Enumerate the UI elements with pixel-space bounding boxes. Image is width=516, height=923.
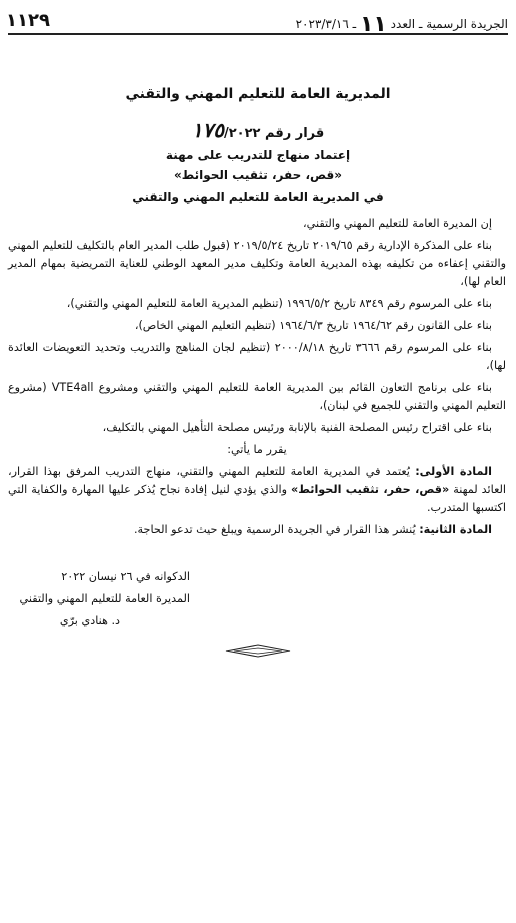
page-header [6, 8, 508, 37]
decision-number: ١٧٥ [191, 118, 224, 142]
separator-ornament-icon [224, 644, 292, 658]
decision-year: /٢٠٢٢ [223, 126, 261, 141]
preamble-paragraph: بناء على المذكرة الإدارية رقم ٢٠١٩/٦٥ تاريخ ٢٠١٩/٥/٢٤ (قبول طلب المدير العام بالتكليف للتعليم المهني والتقني إعفاءه من تكليفه بهذه المديرية العامة وتكليف مدير المعهد الوطني للعناية التمريضية بمهام المدير العام لها)، [8, 239, 506, 288]
issue-date: ـ ٢٠٢٣/٣/١٦ [295, 17, 357, 31]
article-1-label: المادة الأولى: [415, 465, 493, 478]
article-2-text: يُنشر هذا القرار في الجريدة الرسمية ويبلغ حيث تدعو الحاجة. [134, 523, 416, 536]
preamble-paragraph: بناء على برنامج التعاون القائم بين المديرية العامة للتعليم المهني والتقني ومشروع VTE4all (مشروع التعليم المهني والتقني للجميع في لبنان)، [8, 381, 506, 412]
article-2 [8, 521, 506, 539]
section-title: المديرية العامة للتعليم المهني والتقني [125, 86, 391, 102]
decision-body [8, 215, 506, 543]
preamble-paragraph: بناء على اقتراح رئيس المصلحة الفنية بالإنابة ورئيس مصلحة التأهيل المهني بالتكليف، [102, 421, 492, 434]
decision-subject-line-1: إعتماد منهاج للتدريب على مهنة [165, 148, 351, 162]
intro-paragraph: إن المديرة العامة للتعليم المهني والتقني، [303, 217, 492, 230]
signatory-title: المديرة العامة للتعليم المهني والتقني [19, 592, 190, 605]
place-date: الدكوانه في ٢٦ نيسان ٢٠٢٢ [61, 570, 190, 583]
article-1 [8, 463, 506, 517]
header-rule [8, 33, 508, 35]
gazette-prefix: الجريدة الرسمية ـ العدد [390, 17, 508, 31]
decision-subject-line-2: «قص، حفر، تثقيب الحوائط» [173, 168, 343, 182]
signatory-name: د. هنادي برّي [59, 614, 120, 627]
decision-prefix: قرار رقم [265, 126, 325, 141]
issue-number: ١١ [359, 12, 387, 37]
decision-heading [0, 118, 516, 142]
preamble-paragraph: بناء على القانون رقم ١٩٦٤/٦٢ تاريخ ١٩٦٤/٦/٣ (تنظيم التعليم المهني الخاص)، [134, 319, 492, 332]
article-1-trade: «قص، حفر، تثقيب الحوائط» [291, 483, 450, 496]
article-2-label: المادة الثانية: [419, 523, 492, 536]
page-number: ١١٢٩ [6, 10, 50, 31]
decision-subject-line-3: في المديرية العامة للتعليم المهني والتقني [132, 190, 384, 204]
article-1-text-a: يُعتمد في المديرية العامة للتعليم المهني والتقني، منهاج التدريب المرفق بهذا القرار، العائد لمهنة [8, 465, 506, 496]
article-1-text-b: والذي يؤدي لنيل إفادة نجاح يُذكر عليها المهارة والكفاية التي اكتسبها المتدرب. [8, 483, 506, 514]
decides-line: يقرر ما يأتي: [227, 443, 287, 456]
preamble-paragraph: بناء على المرسوم رقم ٨٣٤٩ تاريخ ١٩٩٦/٥/٢ (تنظيم المديرية العامة للتعليم المهني والتقني)، [66, 297, 492, 310]
preamble-paragraph: بناء على المرسوم رقم ٣٦٦٦ تاريخ ٢٠٠٠/٨/١٨ (تنظيم لجان المناهج والتدريب وتحديد التعويضات العائدة لها)، [8, 341, 506, 372]
